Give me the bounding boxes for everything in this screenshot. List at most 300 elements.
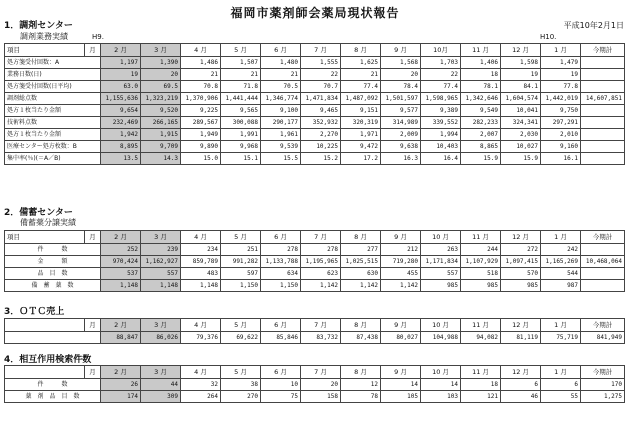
cell-value: 263: [421, 244, 461, 256]
cell-value: 104,988: [421, 332, 461, 344]
cell-value: 1,148: [101, 280, 141, 292]
cell-value: 278: [301, 244, 341, 256]
header-col: 4 月: [181, 231, 221, 244]
row-label: 件 数: [5, 379, 101, 391]
header-col: 今期計: [581, 319, 625, 332]
era-left: H9.: [92, 33, 104, 41]
cell-value: [581, 129, 625, 141]
header-col: 9 月: [381, 231, 421, 244]
header-col: 10 月: [421, 231, 461, 244]
cell-value: 9,654: [101, 105, 141, 117]
cell-value: 244: [461, 244, 501, 256]
header-col: 11 月: [461, 44, 501, 57]
table-row: [5, 379, 625, 391]
header-col: 7 月: [301, 231, 341, 244]
section-3-title: 3．ＯＴＣ売上: [4, 307, 65, 317]
cell-value: 2,007: [461, 129, 501, 141]
header-col: 5 月: [221, 231, 261, 244]
row-label: 処方１枚当たり金額: [5, 105, 101, 117]
cell-value: 1,155,636: [101, 93, 141, 105]
cell-value: [581, 268, 625, 280]
cell-value: 14,607,851: [581, 93, 625, 105]
cell-value: 55: [541, 391, 581, 403]
cell-value: [581, 69, 625, 81]
header-col: 2 月: [101, 231, 141, 244]
cell-value: [581, 141, 625, 153]
cell-value: 1,195,965: [301, 256, 341, 268]
cell-value: 38: [221, 379, 261, 391]
cell-value: 1,142: [301, 280, 341, 292]
cell-value: 1,507: [221, 57, 261, 69]
cell-value: [581, 117, 625, 129]
cell-value: 8,865: [461, 141, 501, 153]
cell-value: 22: [301, 69, 341, 81]
cell-value: 270: [221, 391, 261, 403]
cell-value: 121: [461, 391, 501, 403]
header-col: 11 月: [461, 231, 501, 244]
cell-value: 985: [461, 280, 501, 292]
cell-value: 239: [141, 244, 181, 256]
cell-value: 266,165: [141, 117, 181, 129]
section-1-title: 1．調剤センター: [4, 21, 73, 31]
table-row: [5, 81, 625, 93]
cell-value: 19: [541, 69, 581, 81]
table-row: [5, 93, 625, 105]
cell-value: 10,027: [501, 141, 541, 153]
cell-value: 19: [501, 69, 541, 81]
cell-value: 21: [341, 69, 381, 81]
cell-value: 251: [221, 244, 261, 256]
header-col: 4 月: [181, 319, 221, 332]
cell-value: 15.2: [301, 153, 341, 165]
header-col: 9 月: [381, 319, 421, 332]
header-col: 今期計: [581, 44, 625, 57]
cell-value: 22: [421, 69, 461, 81]
header-col: 6 月: [261, 44, 301, 57]
cell-value: 69.5: [141, 81, 181, 93]
cell-value: 9,389: [421, 105, 461, 117]
cell-value: 289,567: [181, 117, 221, 129]
cell-value: 1,486: [181, 57, 221, 69]
header-col: 12 月: [501, 231, 541, 244]
section-4-title: 4．相互作用検索件数: [4, 355, 92, 365]
cell-value: 991,282: [221, 256, 261, 268]
header-month-label: 月: [85, 319, 101, 332]
cell-value: 17.2: [341, 153, 381, 165]
cell-value: 9,549: [461, 105, 501, 117]
cell-value: 69,622: [221, 332, 261, 344]
cell-value: 242: [541, 244, 581, 256]
cell-value: 46: [501, 391, 541, 403]
section-1-subtitle: 調剤業務実績: [20, 32, 68, 41]
cell-value: 84.1: [501, 81, 541, 93]
header-col: 3 月: [141, 231, 181, 244]
header-col: 1 月: [541, 44, 581, 57]
header-col: 今期計: [581, 366, 625, 379]
cell-value: 77.4: [341, 81, 381, 93]
cell-value: 44: [141, 379, 181, 391]
header-col: 5 月: [221, 319, 261, 332]
row-label: 処方箋受付回数：A: [5, 57, 101, 69]
cell-value: 75: [261, 391, 301, 403]
header-col: 12 月: [501, 319, 541, 332]
cell-value: 1,107,929: [461, 256, 501, 268]
cell-value: 1,346,774: [261, 93, 301, 105]
row-label: [5, 332, 101, 344]
cell-value: 455: [381, 268, 421, 280]
cell-value: 1,441,444: [221, 93, 261, 105]
cell-value: 859,789: [181, 256, 221, 268]
header-item: 項目: [5, 44, 85, 57]
cell-value: 1,971: [341, 129, 381, 141]
cell-value: 557: [421, 268, 461, 280]
cell-value: 634: [261, 268, 301, 280]
cell-value: 10,225: [301, 141, 341, 153]
cell-value: 8,895: [101, 141, 141, 153]
cell-value: 10,468,064: [581, 256, 625, 268]
row-label: 調剤総点数: [5, 93, 101, 105]
header-col: 2 月: [101, 366, 141, 379]
table-header-row: [5, 231, 625, 244]
cell-value: 77.8: [541, 81, 581, 93]
table-row: [5, 391, 625, 403]
section-2-subtitle: 備蓄薬分譲実績: [20, 218, 76, 227]
cell-value: 77.4: [421, 81, 461, 93]
cell-value: 75,719: [541, 332, 581, 344]
cell-value: 537: [101, 268, 141, 280]
cell-value: [581, 57, 625, 69]
cell-value: 1,915: [141, 129, 181, 141]
row-label: 件 数: [5, 244, 101, 256]
cell-value: 15.0: [181, 153, 221, 165]
cell-value: 1,162,927: [141, 256, 181, 268]
cell-value: 841,949: [581, 332, 625, 344]
cell-value: 1,390: [141, 57, 181, 69]
cell-value: 9,472: [341, 141, 381, 153]
row-label: 技術料点数: [5, 117, 101, 129]
cell-value: 80,027: [381, 332, 421, 344]
cell-value: 9,539: [261, 141, 301, 153]
cell-value: 1,275: [581, 391, 625, 403]
cell-value: 314,989: [381, 117, 421, 129]
cell-value: 1,480: [261, 57, 301, 69]
cell-value: 212: [381, 244, 421, 256]
otc-sales-table: [4, 318, 625, 344]
table-row: [5, 153, 625, 165]
cell-value: 10: [261, 379, 301, 391]
cell-value: 252: [101, 244, 141, 256]
header-month-label: 月: [85, 366, 101, 379]
report-title: 福岡市薬剤師会薬局現状報告: [230, 6, 400, 20]
cell-value: 623: [301, 268, 341, 280]
cell-value: 1,442,019: [541, 93, 581, 105]
cell-value: 9,465: [301, 105, 341, 117]
header-col: 5 月: [221, 44, 261, 57]
cell-value: 278: [261, 244, 301, 256]
table-row: [5, 280, 625, 292]
cell-value: 985: [501, 280, 541, 292]
row-label: 集中率(％)(＝A／B): [5, 153, 101, 165]
header-col: 5 月: [221, 366, 261, 379]
report-date: 平成10年2月1日: [563, 21, 624, 30]
cell-value: 320,319: [341, 117, 381, 129]
header-col: 10 月: [421, 366, 461, 379]
header-col: 10月: [421, 44, 461, 57]
cell-value: 339,552: [421, 117, 461, 129]
cell-value: 15.1: [221, 153, 261, 165]
cell-value: 12: [341, 379, 381, 391]
cell-value: 13.5: [101, 153, 141, 165]
header-col: 7 月: [301, 319, 341, 332]
header-col: 2 月: [101, 44, 141, 57]
header-col: 8 月: [341, 366, 381, 379]
header-item: 項目: [5, 231, 85, 244]
cell-value: 290,177: [261, 117, 301, 129]
cell-value: 15.9: [501, 153, 541, 165]
cell-value: 1,479: [541, 57, 581, 69]
header-col: 8 月: [341, 44, 381, 57]
cell-value: 557: [141, 268, 181, 280]
cell-value: 21: [261, 69, 301, 81]
cell-value: 272: [501, 244, 541, 256]
header-col: 8 月: [341, 319, 381, 332]
cell-value: 352,932: [301, 117, 341, 129]
header-col: 6 月: [261, 319, 301, 332]
cell-value: 1,625: [341, 57, 381, 69]
cell-value: 719,280: [381, 256, 421, 268]
cell-value: 1,171,834: [421, 256, 461, 268]
header-item: [5, 319, 85, 332]
cell-value: 16.1: [541, 153, 581, 165]
cell-value: 2,009: [381, 129, 421, 141]
cell-value: 9,577: [381, 105, 421, 117]
cell-value: 21: [221, 69, 261, 81]
era-right: H10.: [540, 33, 557, 41]
cell-value: 32: [181, 379, 221, 391]
cell-value: 1,994: [421, 129, 461, 141]
table-row: [5, 268, 625, 280]
cell-value: 103: [421, 391, 461, 403]
cell-value: 6: [541, 379, 581, 391]
cell-value: 9,100: [261, 105, 301, 117]
cell-value: 985: [421, 280, 461, 292]
cell-value: 85,846: [261, 332, 301, 344]
row-label: 業務日数(日): [5, 69, 101, 81]
header-col: 1 月: [541, 366, 581, 379]
header-col: 12 月: [501, 366, 541, 379]
table-row: [5, 129, 625, 141]
cell-value: 18: [461, 379, 501, 391]
header-col: 2 月: [101, 319, 141, 332]
cell-value: 1,342,646: [461, 93, 501, 105]
cell-value: 158: [301, 391, 341, 403]
cell-value: 70.8: [181, 81, 221, 93]
cell-value: [581, 105, 625, 117]
header-col: 3 月: [141, 44, 181, 57]
cell-value: 234: [181, 244, 221, 256]
dispensing-table: [4, 43, 625, 165]
header-col: 6 月: [261, 366, 301, 379]
cell-value: 1,142: [381, 280, 421, 292]
cell-value: 174: [101, 391, 141, 403]
cell-value: 1,148: [141, 280, 181, 292]
cell-value: 20: [141, 69, 181, 81]
cell-value: 9,750: [541, 105, 581, 117]
cell-value: 483: [181, 268, 221, 280]
cell-value: 81,119: [501, 332, 541, 344]
row-label: 品 目 数: [5, 268, 101, 280]
cell-value: 6: [501, 379, 541, 391]
cell-value: 1,097,415: [501, 256, 541, 268]
cell-value: 9,520: [141, 105, 181, 117]
cell-value: 9,709: [141, 141, 181, 153]
cell-value: [581, 153, 625, 165]
row-label: 金 額: [5, 256, 101, 268]
header-col: 9 月: [381, 366, 421, 379]
header-col: 7 月: [301, 366, 341, 379]
cell-value: 1,323,219: [141, 93, 181, 105]
cell-value: 324,341: [501, 117, 541, 129]
cell-value: 1,604,574: [501, 93, 541, 105]
cell-value: 15.5: [261, 153, 301, 165]
cell-value: 1,150: [221, 280, 261, 292]
cell-value: 18: [461, 69, 501, 81]
cell-value: 79,376: [181, 332, 221, 344]
cell-value: 518: [461, 268, 501, 280]
cell-value: 9,890: [181, 141, 221, 153]
table-header-row: [5, 319, 625, 332]
row-label: 薬 剤 品 目 数: [5, 391, 101, 403]
header-col: 1 月: [541, 231, 581, 244]
cell-value: 10,041: [501, 105, 541, 117]
header-col: 7 月: [301, 44, 341, 57]
cell-value: 70.7: [301, 81, 341, 93]
cell-value: 19: [101, 69, 141, 81]
table-row: [5, 141, 625, 153]
cell-value: [581, 81, 625, 93]
cell-value: 9,151: [341, 105, 381, 117]
cell-value: 78: [341, 391, 381, 403]
header-col: 4 月: [181, 366, 221, 379]
cell-value: 597: [221, 268, 261, 280]
cell-value: 1,406: [461, 57, 501, 69]
cell-value: 1,142: [341, 280, 381, 292]
cell-value: 9,225: [181, 105, 221, 117]
row-label: 処方箋受付回数(日平均): [5, 81, 101, 93]
cell-value: 2,010: [541, 129, 581, 141]
cell-value: 1,471,834: [301, 93, 341, 105]
cell-value: 16.3: [381, 153, 421, 165]
cell-value: 1,148: [181, 280, 221, 292]
header-col: 今期計: [581, 231, 625, 244]
cell-value: 309: [141, 391, 181, 403]
cell-value: 9,638: [381, 141, 421, 153]
cell-value: 20: [381, 69, 421, 81]
cell-value: 1,961: [261, 129, 301, 141]
cell-value: [581, 244, 625, 256]
header-item: [5, 366, 85, 379]
cell-value: 9,565: [221, 105, 261, 117]
cell-value: 1,133,788: [261, 256, 301, 268]
cell-value: 1,025,515: [341, 256, 381, 268]
cell-value: 71.8: [221, 81, 261, 93]
header-col: 1 月: [541, 319, 581, 332]
cell-value: 1,598: [501, 57, 541, 69]
cell-value: 1,568: [381, 57, 421, 69]
cell-value: 87,438: [341, 332, 381, 344]
header-col: 11 月: [461, 319, 501, 332]
row-label: 処方１枚当たり金額: [5, 129, 101, 141]
cell-value: 78.1: [461, 81, 501, 93]
cell-value: 232,469: [101, 117, 141, 129]
header-col: 3 月: [141, 366, 181, 379]
cell-value: 20: [301, 379, 341, 391]
cell-value: 544: [541, 268, 581, 280]
cell-value: 14: [421, 379, 461, 391]
cell-value: 2,270: [301, 129, 341, 141]
header-col: 4 月: [181, 44, 221, 57]
cell-value: 14.3: [141, 153, 181, 165]
table-row: [5, 332, 625, 344]
cell-value: 970,424: [101, 256, 141, 268]
cell-value: 1,598,965: [421, 93, 461, 105]
cell-value: [581, 280, 625, 292]
row-label: 医療センター処方枚数：B: [5, 141, 101, 153]
header-col: 11 月: [461, 366, 501, 379]
table-header-row: [5, 44, 625, 57]
cell-value: 21: [181, 69, 221, 81]
cell-value: 1,370,906: [181, 93, 221, 105]
table-row: [5, 57, 625, 69]
cell-value: 9,160: [541, 141, 581, 153]
cell-value: 1,942: [101, 129, 141, 141]
header-col: 6 月: [261, 231, 301, 244]
cell-value: 14: [381, 379, 421, 391]
cell-value: 88,847: [101, 332, 141, 344]
row-label: 備 蓄 薬 数: [5, 280, 101, 292]
stockpile-table: [4, 230, 625, 292]
table-row: [5, 117, 625, 129]
cell-value: 264: [181, 391, 221, 403]
cell-value: 1,501,597: [381, 93, 421, 105]
cell-value: 630: [341, 268, 381, 280]
cell-value: 282,233: [461, 117, 501, 129]
cell-value: 105: [381, 391, 421, 403]
cell-value: 26: [101, 379, 141, 391]
cell-value: 63.0: [101, 81, 141, 93]
cell-value: 86,026: [141, 332, 181, 344]
cell-value: 1,197: [101, 57, 141, 69]
cell-value: 1,165,269: [541, 256, 581, 268]
cell-value: 10,403: [421, 141, 461, 153]
header-col: 8 月: [341, 231, 381, 244]
cell-value: 300,088: [221, 117, 261, 129]
cell-value: 570: [501, 268, 541, 280]
cell-value: 16.4: [421, 153, 461, 165]
table-row: [5, 244, 625, 256]
cell-value: 94,082: [461, 332, 501, 344]
header-col: 9 月: [381, 44, 421, 57]
cell-value: 1,487,092: [341, 93, 381, 105]
cell-value: 1,150: [261, 280, 301, 292]
cell-value: 1,949: [181, 129, 221, 141]
header-col: 10 月: [421, 319, 461, 332]
cell-value: 297,291: [541, 117, 581, 129]
interaction-search-table: [4, 365, 625, 403]
cell-value: 78.4: [381, 81, 421, 93]
cell-value: 1,703: [421, 57, 461, 69]
table-row: [5, 256, 625, 268]
